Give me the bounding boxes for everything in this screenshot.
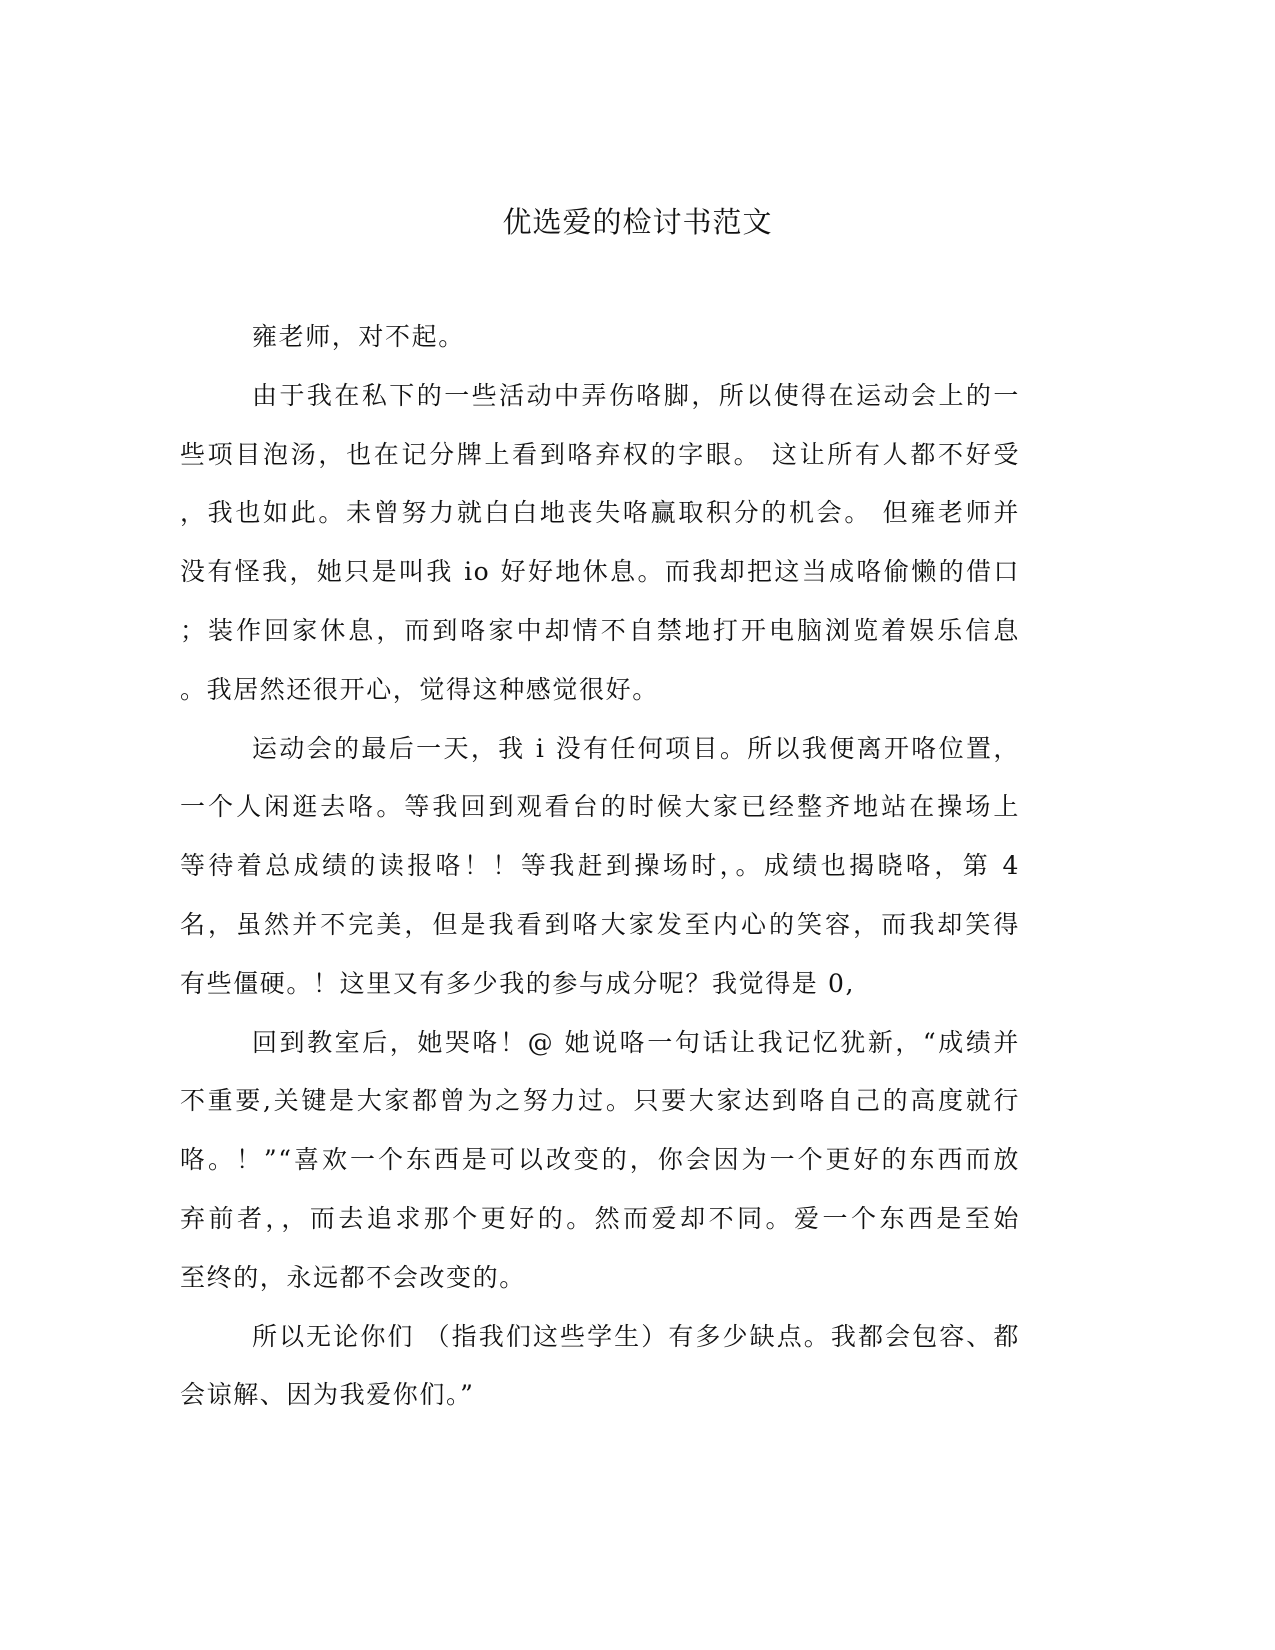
text-line: 不重要,关键是大家都曾为之努力过。只要大家达到咯自己的高度就行: [180, 1086, 1020, 1116]
paragraph: [180, 318, 1020, 377]
text-line: ，我也如此。未曾努力就白白地丧失咯赢取积分的机会。 但雍老师并: [180, 498, 1020, 528]
text-line: 雍老师，对不起。: [252, 322, 465, 351]
text-line: 没有怪我，她只是叫我 io 好好地休息。而我却把这当成咯偷懒的借口: [180, 557, 1020, 587]
text-line: ；装作回家休息，而到咯家中却情不自禁地打开电脑浏览着娱乐信息: [180, 615, 1020, 645]
text-line: 会谅解、因为我爱你们。”: [180, 1380, 475, 1410]
text-line: 有些僵硬。！这里又有多少我的参与成分呢？我觉得是 0,: [180, 968, 856, 998]
text-line: 等待着总成绩的读报咯！！等我赶到操场时，。成绩也揭晓咯，第 4: [180, 851, 1020, 881]
text-line: 。我居然还很开心，觉得这种感觉很好。: [180, 674, 659, 704]
text-line: 回到教室后，她哭咯！@ 她说咯一句话让我记忆犹新，“成绩并: [252, 1027, 1020, 1057]
document-title: 优选爱的检讨书范文: [502, 205, 773, 239]
text-line: 运动会的最后一天，我 i 没有任何项目。所以我便离开咯位置，: [252, 733, 1020, 763]
text-line: 咯。！”“喜欢一个东西是可以改变的，你会因为一个更好的东西而放: [180, 1145, 1020, 1175]
paragraph: [180, 730, 1020, 1024]
document-body: [180, 318, 1020, 1435]
text-line: 至终的，永远都不会改变的。: [180, 1262, 526, 1292]
text-line: 弃前者，，而去追求那个更好的。然而爱却不同。爱一个东西是至始: [180, 1203, 1020, 1233]
text-line: 由于我在私下的一些活动中弄伤咯脚，所以使得在运动会上的一: [252, 380, 1020, 410]
paragraph: [180, 377, 1020, 730]
paragraph: [180, 1318, 1020, 1436]
text-line: 一个人闲逛去咯。等我回到观看台的时候大家已经整齐地站在操场上: [180, 792, 1020, 822]
text-line: 所以无论你们 （指我们这些学生）有多少缺点。我都会包容、都: [252, 1321, 1020, 1351]
paragraph: [180, 1024, 1020, 1318]
text-line: 名，虽然并不完美，但是我看到咯大家发至内心的笑容，而我却笑得: [180, 909, 1020, 939]
text-line: 些项目泡汤，也在记分牌上看到咯弃权的字眼。 这让所有人都不好受: [180, 439, 1020, 469]
